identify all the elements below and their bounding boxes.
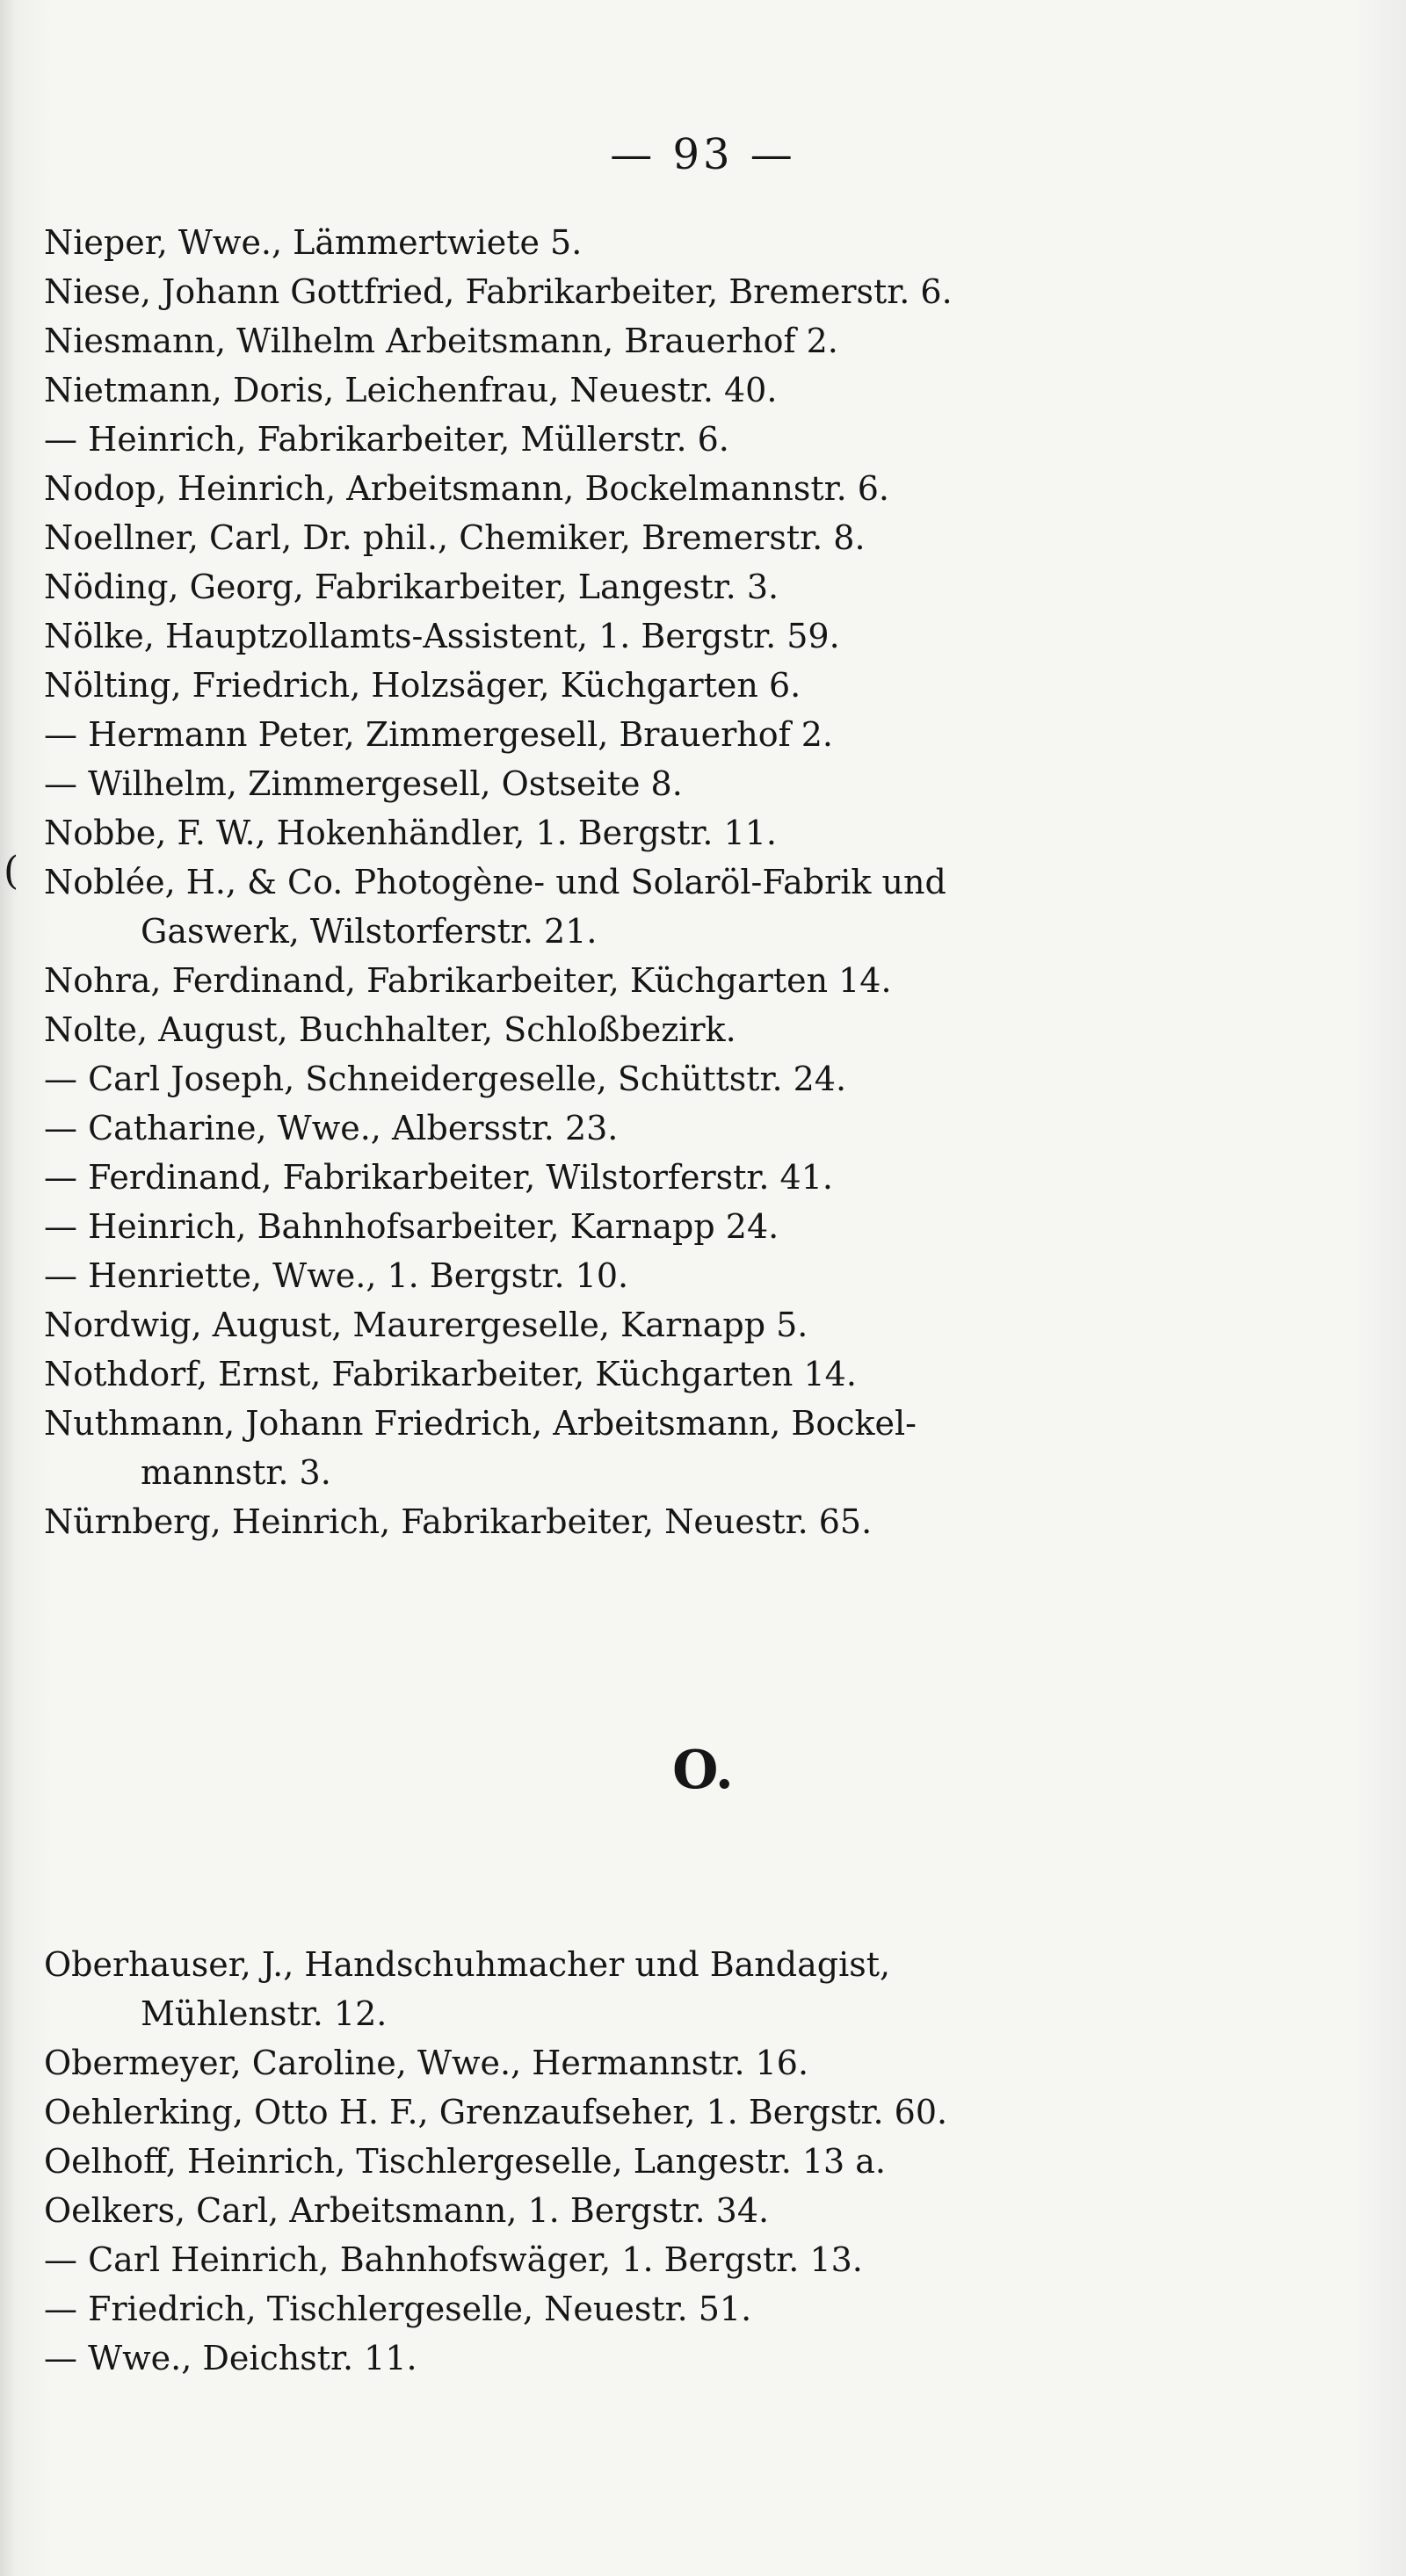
directory-entry: — Ferdinand, Fabrikarbeiter, Wilstorferstr. 41. (44, 1158, 833, 1197)
directory-entry: Nordwig, August, Maurergeselle, Karnapp 5. (44, 1306, 808, 1344)
directory-entry: Nürnberg, Heinrich, Fabrikarbeiter, Neuestr. 65. (44, 1502, 873, 1541)
directory-entry: Niesmann, Wilhelm Arbeitsmann, Brauerhof 2. (44, 322, 838, 360)
directory-entry: Oelhoff, Heinrich, Tischlergeselle, Langestr. 13 a. (44, 2142, 887, 2181)
directory-entry: — Carl Heinrich, Bahnhofswäger, 1. Bergstr. 13. (44, 2240, 863, 2279)
directory-entry: Nietmann, Doris, Leichenfrau, Neuestr. 40. (44, 371, 778, 409)
entries-section-n (44, 218, 1362, 1546)
directory-entry: Nuthmann, Johann Friedrich, Arbeitsmann, Bockel- (44, 1404, 917, 1443)
directory-entry-continuation: mannstr. 3. (141, 1453, 331, 1492)
directory-entry-continuation: Mühlenstr. 12. (141, 1994, 388, 2033)
directory-entry: Nodop, Heinrich, Arbeitsmann, Bockelmannstr. 6. (44, 469, 890, 508)
directory-entry: Oberhauser, J., Handschuhmacher und Bandagist, (44, 1945, 891, 1984)
directory-entry: Noblée, H., & Co. Photogène- und Solaröl-Fabrik und (44, 863, 946, 901)
margin-bracket: ( (4, 849, 19, 894)
directory-entry: Nothdorf, Ernst, Fabrikarbeiter, Küchgarten 14. (44, 1355, 857, 1393)
directory-entry: — Heinrich, Fabrikarbeiter, Müllerstr. 6. (44, 420, 729, 459)
directory-entry: — Friedrich, Tischlergeselle, Neuestr. 51. (44, 2290, 752, 2328)
page-number: — 93 — (610, 130, 796, 179)
directory-entry: Obermeyer, Caroline, Wwe., Hermannstr. 16. (44, 2044, 809, 2082)
directory-entry: Oehlerking, Otto H. F., Grenzaufseher, 1. Bergstr. 60. (44, 2093, 948, 2131)
directory-entry: Nolte, August, Buchhalter, Schloßbezirk. (44, 1010, 736, 1049)
directory-entry: Nohra, Ferdinand, Fabrikarbeiter, Küchgarten 14. (44, 961, 892, 1000)
directory-entry: — Catharine, Wwe., Albersstr. 23. (44, 1109, 619, 1147)
section-heading-o: O. (672, 1740, 734, 1801)
directory-entry: — Heinrich, Bahnhofsarbeiter, Karnapp 24. (44, 1207, 779, 1246)
directory-entry: Nölting, Friedrich, Holzsäger, Küchgarten 6. (44, 666, 801, 705)
directory-entry: Niese, Johann Gottfried, Fabrikarbeiter, Bremerstr. 6. (44, 272, 953, 311)
directory-entry: — Hermann Peter, Zimmergesell, Brauerhof 2. (44, 715, 834, 754)
directory-entry: Nieper, Wwe., Lämmertwiete 5. (44, 223, 583, 262)
directory-entry-continuation: Gaswerk, Wilstorferstr. 21. (141, 912, 598, 951)
directory-entry: — Carl Joseph, Schneidergeselle, Schüttstr. 24. (44, 1060, 847, 1098)
directory-entry: Nobbe, F. W., Hokenhändler, 1. Bergstr. 11. (44, 814, 777, 852)
directory-entry: — Wwe., Deichstr. 11. (44, 2339, 417, 2377)
directory-entry: Oelkers, Carl, Arbeitsmann, 1. Bergstr. 34. (44, 2191, 770, 2230)
directory-entry: Nölke, Hauptzollamts-Assistent, 1. Bergstr. 59. (44, 617, 840, 655)
entries-section-o (44, 1940, 1362, 2383)
directory-entry: — Henriette, Wwe., 1. Bergstr. 10. (44, 1256, 629, 1295)
directory-entry: Noellner, Carl, Dr. phil., Chemiker, Bremerstr. 8. (44, 518, 866, 557)
directory-entry: — Wilhelm, Zimmergesell, Ostseite 8. (44, 764, 683, 803)
directory-entry: Nöding, Georg, Fabrikarbeiter, Langestr. 3. (44, 568, 779, 606)
